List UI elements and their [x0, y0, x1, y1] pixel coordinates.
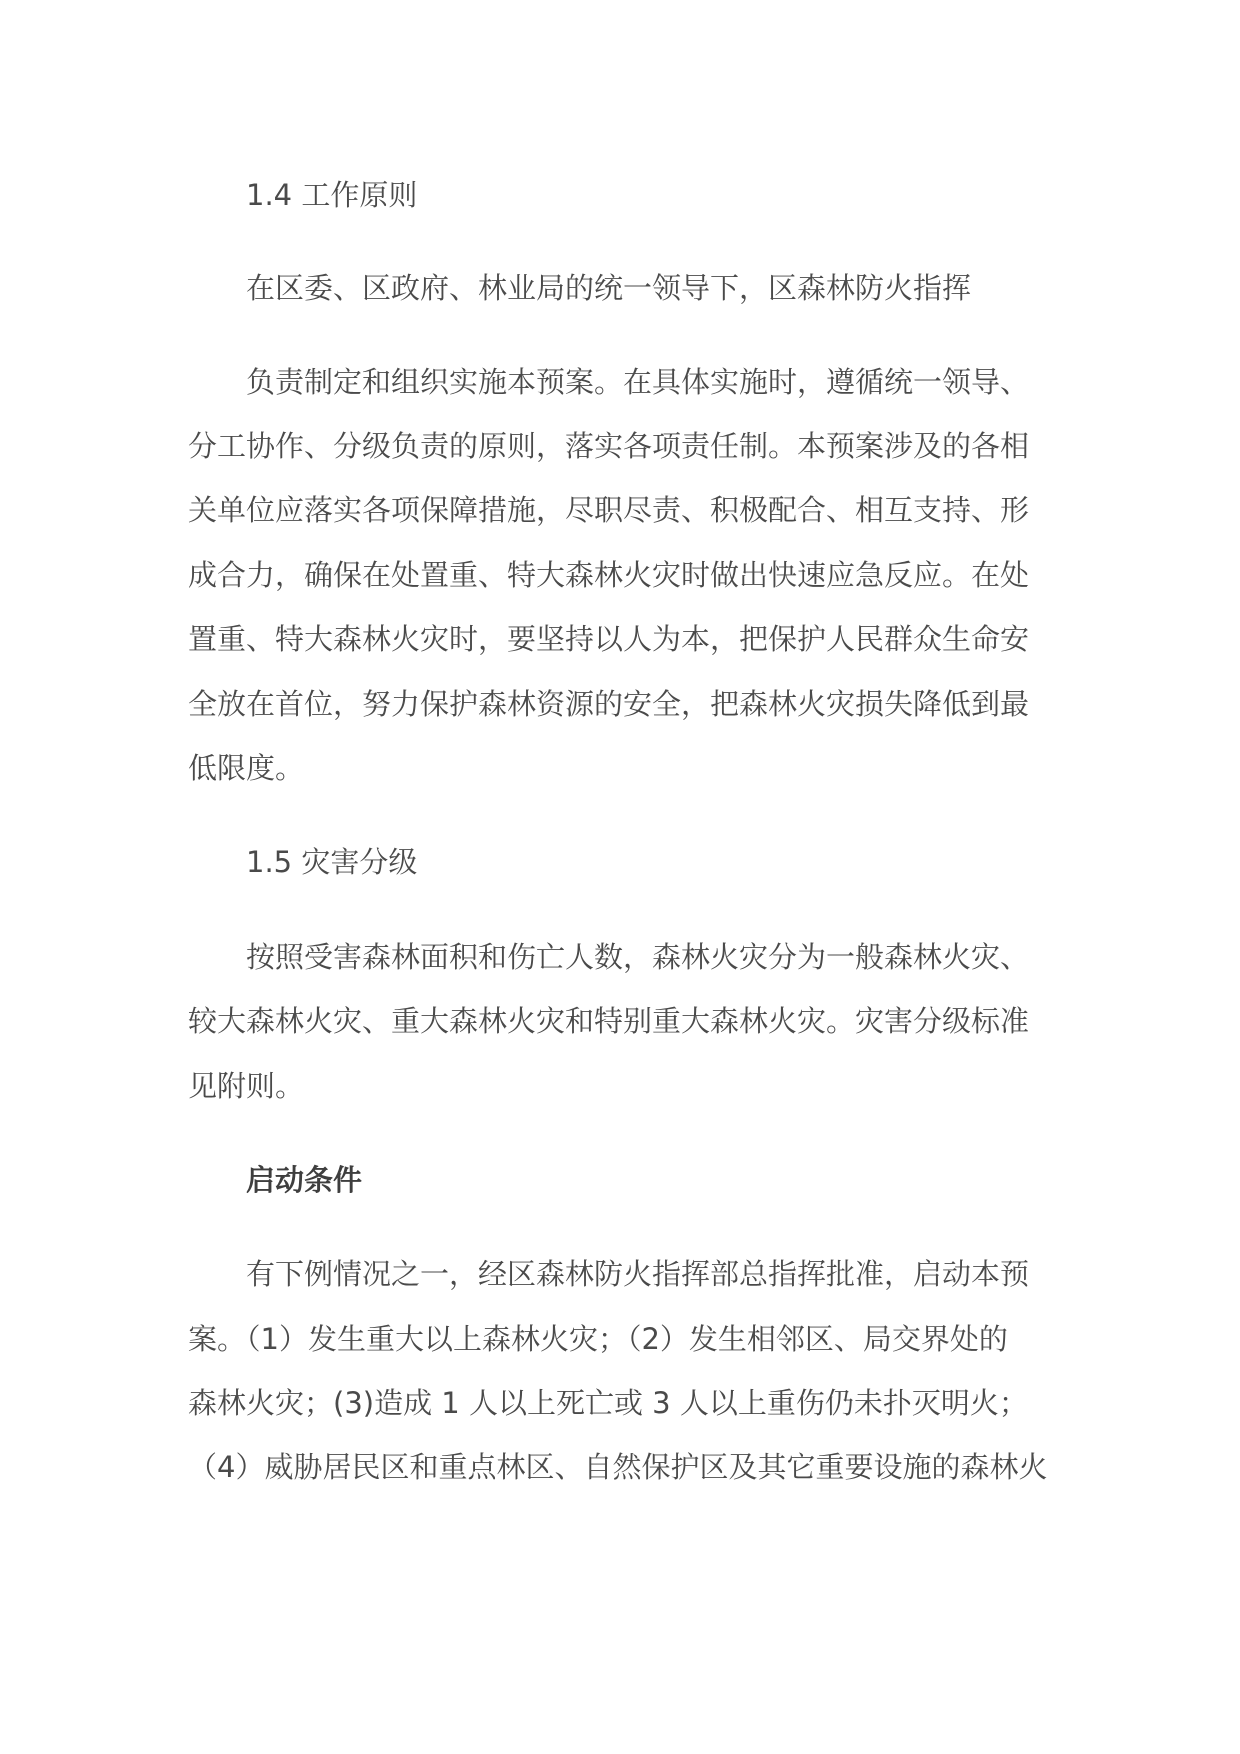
- paragraph-line: 案。（1）发生重大以上森林火灾；（2）发生相邻区、局交界处的: [188, 1322, 1008, 1356]
- section-heading-1-5: 1.5 灾害分级: [188, 845, 418, 879]
- section-heading-1-4: 1.4 工作原则: [188, 178, 418, 212]
- paragraph-line: 按照受害森林面积和伤亡人数，森林火灾分为一般森林火灾、: [188, 940, 1030, 974]
- paragraph-line: 成合力，确保在处置重、特大森林火灾时做出快速应急反应。在处: [188, 558, 1030, 592]
- paragraph-line: 关单位应落实各项保障措施，尽职尽责、积极配合、相互支持、形: [188, 493, 1030, 527]
- paragraph-line: 低限度。: [188, 751, 305, 785]
- paragraph-line: 森林火灾；(3)造成 1 人以上死亡或 3 人以上重伤仍未扑灭明火；: [188, 1386, 1028, 1420]
- paragraph-line: 全放在首位，努力保护森林资源的安全，把森林火灾损失降低到最: [188, 687, 1030, 721]
- paragraph-line: 负责制定和组织实施本预案。在具体实施时，遵循统一领导、: [188, 365, 1030, 399]
- paragraph-line: 见附则。: [188, 1069, 305, 1103]
- paragraph-line: 较大森林火灾、重大森林火灾和特别重大森林火灾。灾害分级标准: [188, 1004, 1030, 1038]
- paragraph-line: 分工协作、分级负责的原则，落实各项责任制。本预案涉及的各相: [188, 429, 1030, 463]
- paragraph-line: 置重、特大森林火灾时，要坚持以人为本，把保护人民群众生命安: [188, 622, 1030, 656]
- paragraph-line: 在区委、区政府、林业局的统一领导下，区森林防火指挥: [188, 271, 972, 305]
- paragraph-line: 有下例情况之一，经区森林防火指挥部总指挥批准，启动本预: [188, 1257, 1030, 1291]
- paragraph-line: （4）威胁居民区和重点林区、自然保护区及其它重要设施的森林火: [188, 1450, 1048, 1484]
- section-heading-start-conditions: 启动条件: [188, 1163, 363, 1197]
